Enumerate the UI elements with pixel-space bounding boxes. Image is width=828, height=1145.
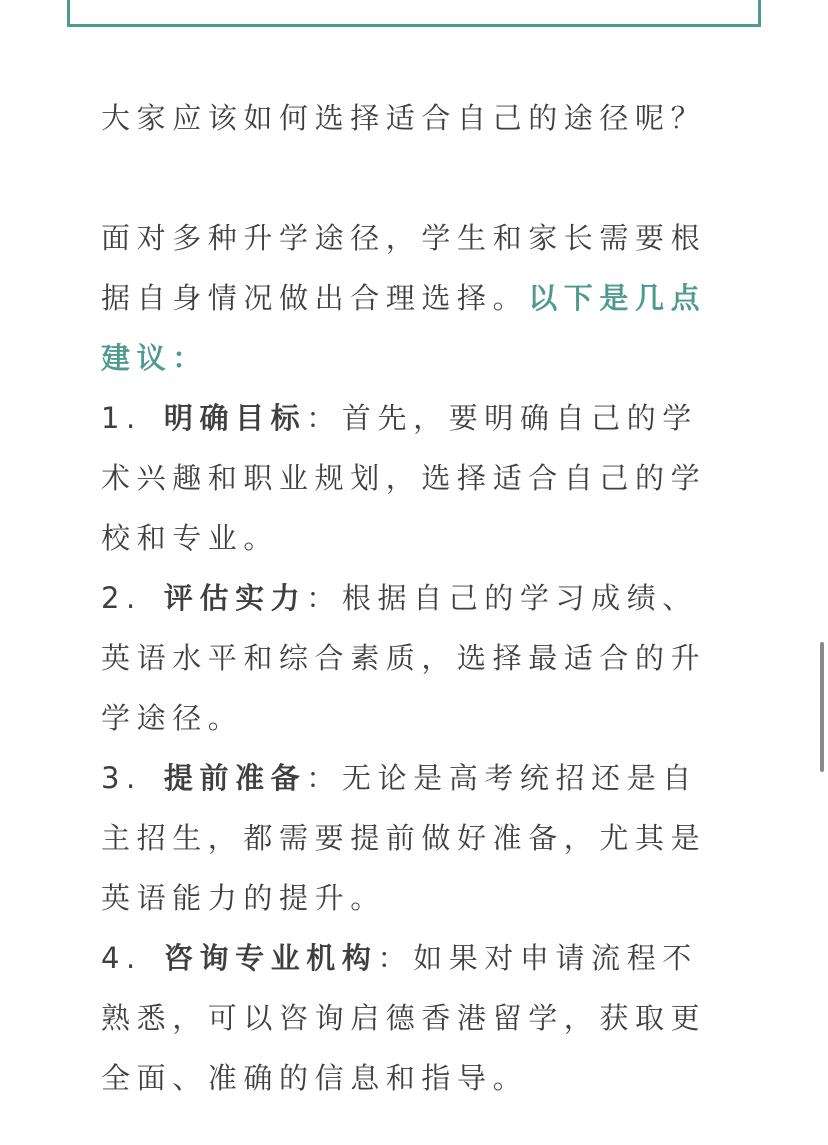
suggestion-number: 4. [101, 941, 142, 975]
intro-highlight: 以下是几点建议： [101, 281, 707, 375]
suggestion-number: 2. [101, 581, 142, 615]
suggestion-title: 咨询专业机构 [163, 941, 378, 975]
suggestion-item-4 [101, 928, 726, 1108]
intro-paragraph [101, 208, 726, 388]
suggestion-separator: ： [306, 761, 342, 795]
suggestion-text: 首先，要明确自己的学术兴趣和职业规划，选择适合自己的学校和专业。 [101, 401, 707, 555]
suggestion-text: 无论是高考统招还是自主招生，都需要提前做好准备，尤其是英语能力的提升。 [101, 761, 707, 915]
section-question: 大家应该如何选择适合自己的途径呢？ [101, 101, 707, 135]
vertical-scrollbar[interactable] [820, 642, 824, 772]
suggestion-number: 3. [101, 761, 142, 795]
suggestion-separator: ： [377, 941, 414, 975]
suggestion-title: 评估实力 [163, 581, 307, 615]
suggestion-title: 提前准备 [163, 761, 307, 795]
suggestion-title: 明确目标 [163, 401, 307, 435]
article-content [101, 88, 726, 1108]
suggestion-item-3 [101, 748, 726, 928]
suggestion-text: 根据自己的学习成绩、英语水平和综合素质，选择最适合的升学途径。 [101, 581, 707, 735]
intro-text: 面对多种升学途径，学生和家长需要根据自身情况做出合理选择。 [101, 221, 707, 315]
suggestion-number: 1. [101, 401, 142, 435]
suggestion-separator: ： [306, 581, 342, 615]
suggestion-item-2 [101, 568, 726, 748]
top-card-box [67, 0, 761, 27]
suggestion-separator: ： [306, 401, 342, 435]
suggestion-text: 如果对申请流程不熟悉，可以咨询启德香港留学，获取更全面、准确的信息和指导。 [101, 941, 707, 1095]
suggestion-item-1 [101, 388, 726, 568]
